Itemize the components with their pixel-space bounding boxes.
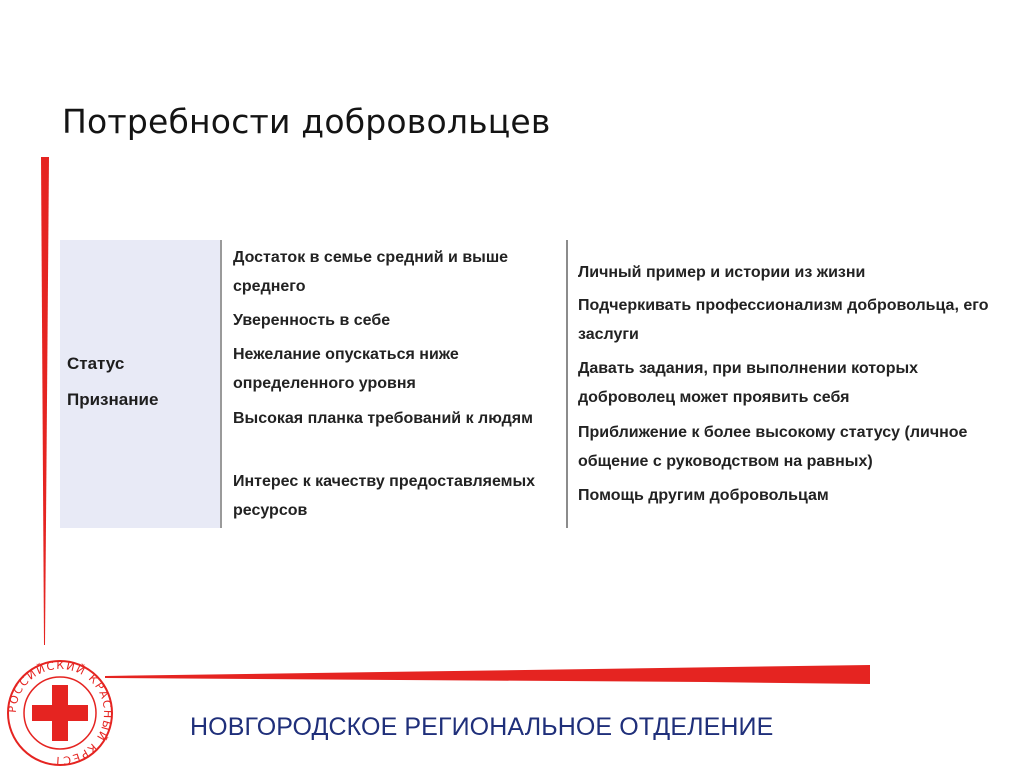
organization-name: НОВГОРОДСКОЕ РЕГИОНАЛЬНОЕ ОТДЕЛЕНИЕ [190,713,774,741]
action-item: Помощь другим добровольцам [578,487,829,504]
action-item: Личный пример и истории из жизни [578,264,866,281]
category-label-recognition: Признание [67,390,159,409]
red-cross-emblem-icon [5,658,115,768]
need-item: Достаток в семье средний и выше среднего [233,249,509,295]
logo-lettering: РОССИЙСКИЙ КРАСНЫЙ КРЕСТ [5,658,115,768]
action-item: Приближение к более высокому статусу (личное общение с руководством на равных) [578,424,968,470]
column-divider-2 [566,240,568,528]
need-item: Уверенность в себе [233,312,391,329]
action-item: Подчеркивать профессионализм добровольца, его заслуги [578,297,989,343]
needs-table [60,240,1020,528]
red-vertical-stripe [40,157,49,645]
need-item: Интерес к качеству предоставляемых ресурсов [233,473,536,519]
need-item: Нежелание опускаться ниже определенного уровня [233,346,459,392]
red-horizontal-stripe [105,662,870,686]
column-divider-1 [220,240,222,528]
category-column [60,240,220,528]
need-item: Высокая планка требований к людям [233,410,533,427]
slide-title: Потребности добровольцев [62,102,551,141]
category-label-status: Статус [67,354,125,373]
action-item: Давать задания, при выполнении которых доброволец может проявить себя [578,360,919,406]
